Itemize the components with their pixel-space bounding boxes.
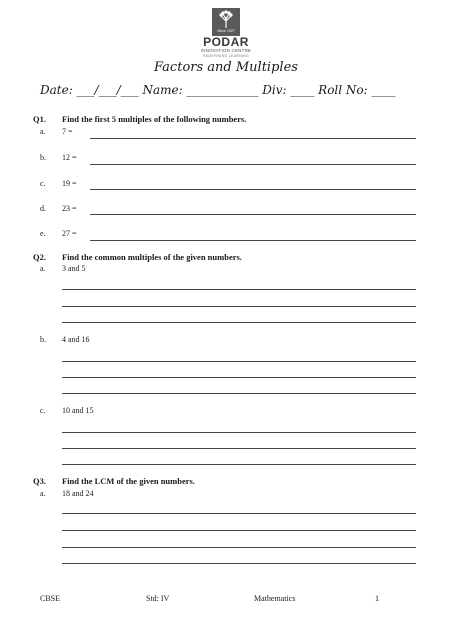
footer-subject: Mathematics	[254, 594, 296, 603]
footer-std: Std: IV	[146, 594, 170, 603]
student-info-line: Date: ___/___/___ Name: ____________ Div: ____ Roll No: ____	[40, 83, 396, 97]
logo-tagline: REDEFINING LEARNING	[202, 54, 250, 58]
answer-line[interactable]	[62, 448, 416, 449]
q1-item-text: 27 =	[62, 229, 77, 238]
answer-line[interactable]	[90, 240, 416, 241]
answer-line[interactable]	[62, 377, 416, 378]
footer-board: CBSE	[40, 594, 61, 603]
q1-item-letter: d.	[40, 204, 46, 213]
answer-line[interactable]	[62, 547, 416, 548]
q1-item-text: 23 =	[62, 204, 77, 213]
q1-item-letter: a.	[40, 127, 46, 136]
answer-line[interactable]	[62, 361, 416, 362]
q2-item-letter: c.	[40, 406, 46, 415]
q1-number: Q1.	[33, 114, 46, 124]
q1-item-text: 19 =	[62, 179, 77, 188]
q1-prompt: Find the first 5 multiples of the following numbers.	[62, 114, 247, 124]
q1-item-letter: b.	[40, 153, 46, 162]
answer-line[interactable]	[62, 393, 416, 394]
answer-line[interactable]	[62, 464, 416, 465]
q2-item-letter: b.	[40, 335, 46, 344]
q2-item-letter: a.	[40, 264, 46, 273]
answer-line[interactable]	[62, 530, 416, 531]
answer-line[interactable]	[62, 513, 416, 514]
q2-number: Q2.	[33, 252, 46, 262]
answer-line[interactable]	[62, 322, 416, 323]
answer-line[interactable]	[62, 563, 416, 564]
answer-line[interactable]	[90, 189, 416, 190]
q1-item-text: 12 =	[62, 153, 77, 162]
q1-item-letter: c.	[40, 179, 46, 188]
q1-item-letter: e.	[40, 229, 46, 238]
q2-item-text: 4 and 16	[62, 335, 90, 344]
answer-line[interactable]	[62, 289, 416, 290]
logo-name: PODAR	[203, 35, 249, 49]
q2-prompt: Find the common multiples of the given numbers.	[62, 252, 242, 262]
q3-prompt: Find the LCM of the given numbers.	[62, 476, 195, 486]
school-logo	[212, 8, 240, 36]
answer-line[interactable]	[90, 214, 416, 215]
page-number: 1	[375, 594, 379, 603]
answer-line[interactable]	[90, 138, 416, 139]
answer-line[interactable]	[90, 164, 416, 165]
worksheet-title: Factors and Multiples	[154, 60, 298, 75]
q2-item-text: 3 and 5	[62, 264, 86, 273]
answer-line[interactable]	[62, 306, 416, 307]
answer-line[interactable]	[62, 432, 416, 433]
q3-item-letter: a.	[40, 489, 46, 498]
logo-subtitle: INNOVATION CENTRE	[200, 48, 252, 53]
q3-item-text: 18 and 24	[62, 489, 94, 498]
q3-number: Q3.	[33, 476, 46, 486]
q1-item-text: 7 =	[62, 127, 73, 136]
logo-badge: Since 1927	[217, 29, 235, 33]
q2-item-text: 10 and 15	[62, 406, 94, 415]
